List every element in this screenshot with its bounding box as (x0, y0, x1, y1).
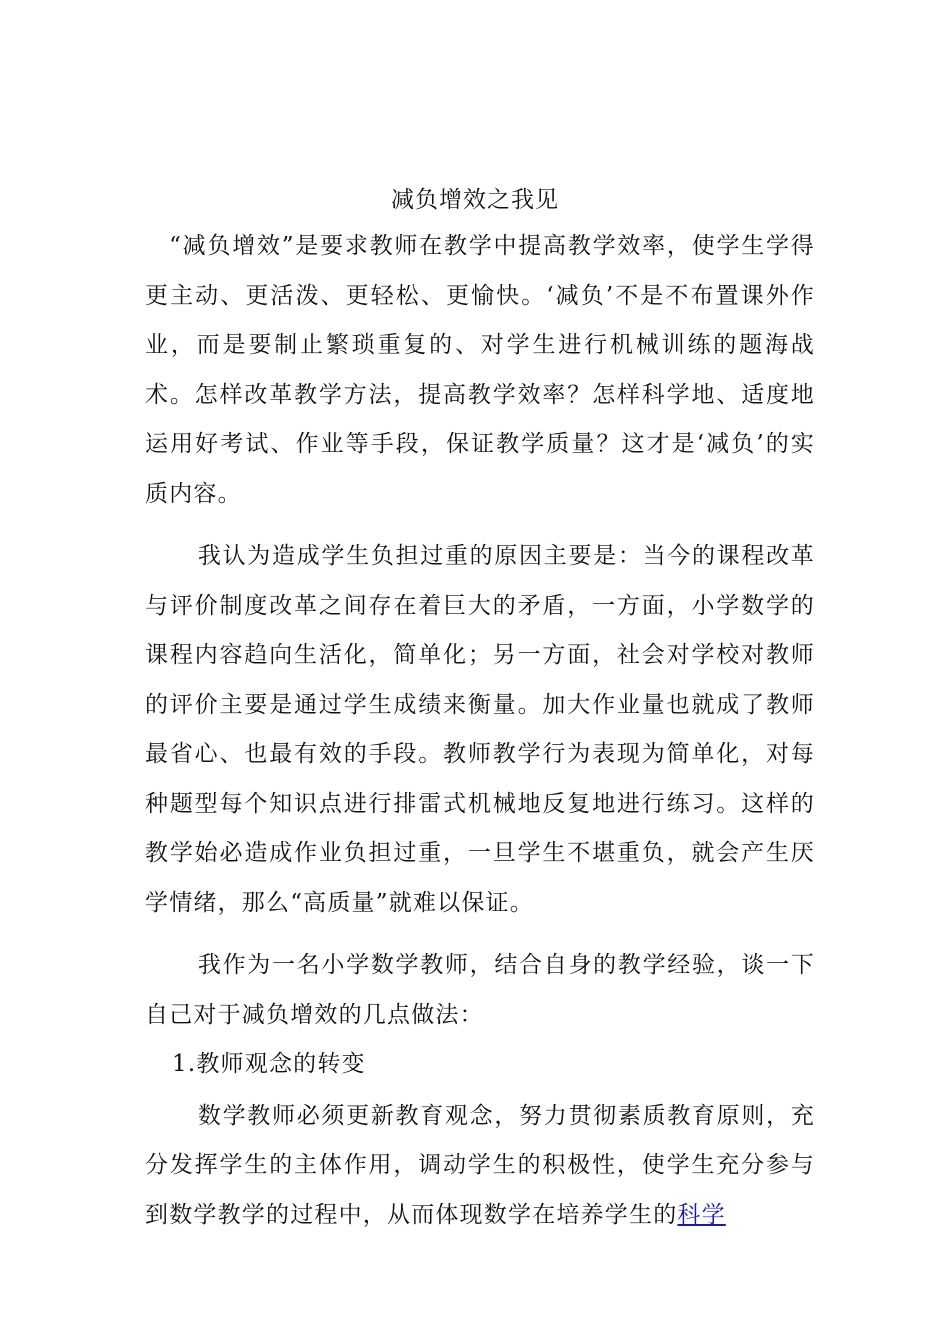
paragraph-4-text: 数学教师必须更新教育观念，努力贯彻素质教育原则，充分发挥学生的主体作用，调动学生的积极性，使学生充分参与到数学教学的过程中，从而体现数学在培养学生的 (145, 1102, 815, 1228)
paragraph-3: 我作为一名小学数学教师，结合自身的教学经验，谈一下自己对于减负增效的几点做法： (145, 952, 815, 1028)
list-item-1: 1.教师观念的转变 (172, 1051, 366, 1077)
document-body (145, 222, 815, 1240)
document-title: 减负增效之我见 (391, 187, 559, 213)
paragraph-4 (145, 1092, 815, 1241)
paragraph-2: 我认为造成学生负担过重的原因主要是：当今的课程改革与评价制度改革之间存在着巨大的矛盾，一方面，小学数学的课程内容趋向生活化，简单化；另一方面，社会对学校对教师的评价主要是通过学生成绩来衡量。加大作业量也就成了教师最省心、也最有效的手段。教师教学行为表现为简单化，对每种题型每个知识点进行排雷式机械地反复地进行练习。这样的教学始必造成作业负担过重，一旦学生不堪重负，就会产生厌学情绪，那么“高质量”就难以保证。 (145, 543, 815, 916)
paragraph-1: “减负增效”是要求教师在教学中提高教学效率，使学生学得更主动、更活泼、更轻松、更愉快。‘减负’不是不布置课外作业，而是要制止繁琐重复的、对学生进行机械训练的题海战术。怎样改革教学方法，提高教学效率？怎样科学地、适度地运用好考试、作业等手段，保证教学质量？这才是‘减负’的实质内容。 (145, 233, 815, 507)
inline-link-science[interactable]: 科学 (677, 1201, 726, 1228)
